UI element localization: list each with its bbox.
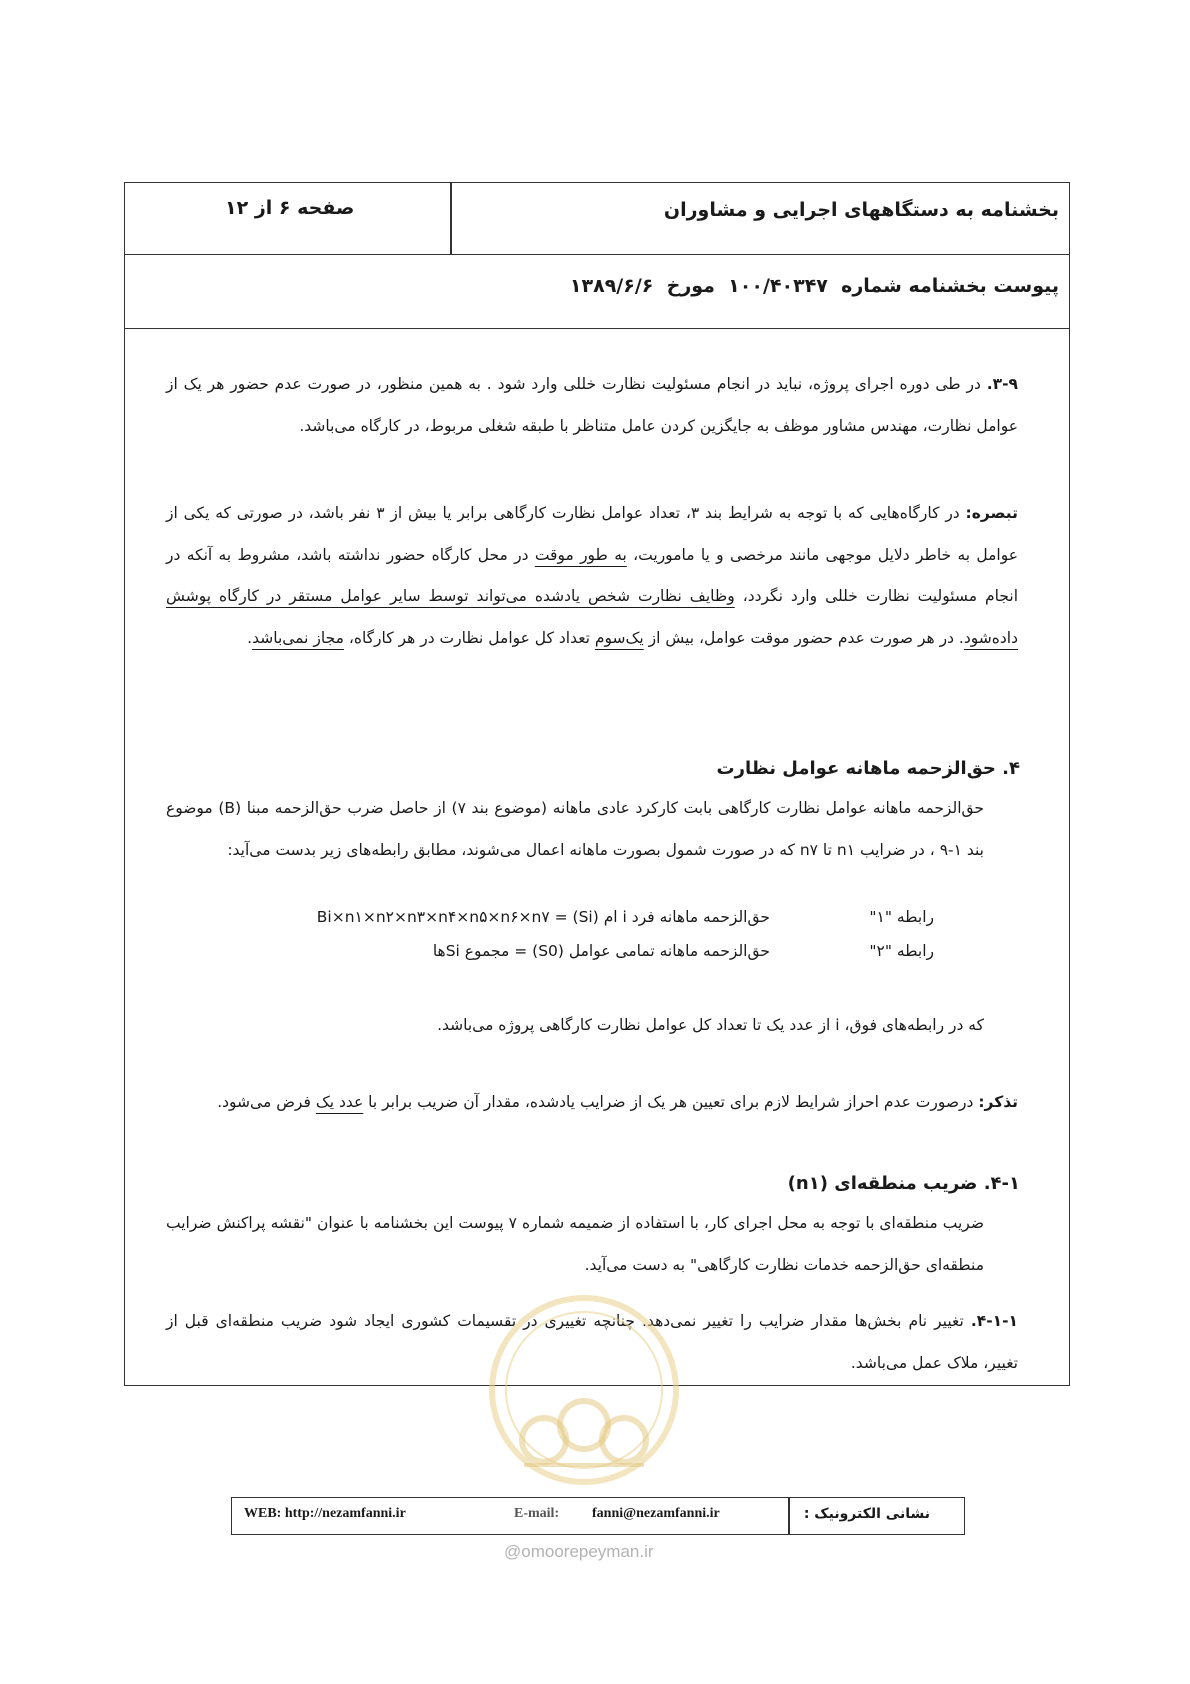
section-4-1-text: ضریب منطقه‌ای با توجه به محل اجرای کار، با استفاده از ضمیمه شماره ۷ پیوست این بخشنامه با عنوان "نقشه پراکنش ضرایب منطقه‌ای حق‌الزحمه خدمات نظارت کارگاهی" به دست می‌آید.	[166, 1214, 984, 1274]
formula-2: حق‌الزحمه ماهانه تمامی عوامل (S0) = مجموع Siها	[432, 942, 770, 960]
watermark-seal	[484, 1290, 684, 1490]
header-row	[125, 183, 1069, 255]
note-text-1: در کارگاه‌هایی که با توجه به شرایط بند ۳، تعداد عوامل نظارت کارگاهی برابر یا بیش از ۳ نفر باشد، در صورتی که یکی از عوامل به خاطر دلایل موجهی مانند مرخصی و یا ماموریت،	[166, 504, 1018, 564]
note-label: تبصره:	[965, 504, 1018, 522]
footer-email-link[interactable]: fanni@nezamfanni.ir	[592, 1506, 720, 1521]
footer-web-link[interactable]: WEB: http://nezamfanni.ir	[244, 1506, 406, 1521]
note-text-5: .	[247, 628, 253, 647]
attachment-title: پیوست بخشنامه شماره ۱۰۰/۴۰۳۴۷ مورخ ۱۳۸۹/۶/۶	[569, 275, 1059, 297]
watermark-site: @omoorepeyman.ir	[504, 1542, 654, 1561]
section-4-title: ۴. حق‌الزحمه ماهانه عوامل نظارت	[716, 758, 1020, 779]
attachment-row	[125, 255, 1069, 329]
circular-title: بخشنامه به دستگاههای اجرایی و مشاوران	[663, 199, 1059, 221]
formula-1: حق‌الزحمه ماهانه فرد i ام (Si) = Bi×n۱×n۲×n۳×n۴×n۵×n۶×n۷	[316, 908, 770, 926]
clause-4-1-1: ۴-۱-۱. تغییر نام بخش‌ها مقدار ضرایب را تغییر نمی‌دهد. چنانچه تغییری در تقسیمات کشوری ایجاد شود ضریب منطقه‌ای قبل از تغییر، ملاک عمل می‌باشد.	[166, 1312, 1018, 1372]
header-divider	[450, 183, 452, 255]
note-underline-3: یک‌سوم	[594, 628, 644, 647]
note-text-2: در محل کارگاه حضور نداشته باشد، مشروط به آنکه در انجام مسئولیت نظارت خللی وارد نگردد،	[166, 545, 1018, 605]
formula-explanation: که در رابطه‌های فوق، i از عدد یک تا تعداد کل عوامل نظارت کارگاهی پروژه می‌باشد.	[437, 1016, 984, 1034]
note-text-4: تعداد کل عوامل نظارت در هر کارگاه،	[343, 628, 595, 647]
reminder-paragraph: تذکر: درصورت عدم احراز شرایط لازم برای تعیین هر یک از ضرایب یادشده، مقدار آن ضریب برابر با عدد یک فرض می‌شود.	[217, 1093, 1018, 1111]
footer-divider	[788, 1498, 790, 1534]
footer-box	[231, 1497, 965, 1535]
note-underline-4: مجاز نمی‌باشد	[252, 628, 344, 647]
note-underline-1: به طور موقت	[534, 545, 627, 564]
clause-text: در طی دوره اجرای پروژه، نباید در انجام مسئولیت نظارت خللی وارد شود . به همین منظور، در صورت عدم حضور هر یک از عوامل نظارت، مهندس مشاور موظف به جایگزین کردن عامل متناظر با طبقه شغلی مربوط، در کارگاه می‌باشد.	[166, 375, 1018, 435]
note-paragraph	[166, 493, 1018, 659]
formula-2-label: رابطه "۲"	[869, 942, 934, 960]
note-underline-2: وظایف نظارت شخص یادشده می‌تواند توسط سایر عوامل مستقر در کارگاه پوشش داده‌شود	[166, 587, 1018, 647]
reminder-underline: عدد یک	[315, 1093, 364, 1111]
footer-label: نشانی الکترونیک :	[803, 1506, 930, 1522]
clause-number: ۴-۱-۱.	[970, 1312, 1018, 1330]
note-text-3: . در هر صورت عدم حضور موقت عوامل، بیش از	[643, 628, 964, 647]
reminder-label: تذکر:	[978, 1093, 1018, 1111]
clause-9-3	[166, 364, 1018, 447]
section-4-intro: حق‌الزحمه ماهانه عوامل نظارت کارگاهی بابت کارکرد عادی ماهانه (موضوع بند ۷) از حاصل ضرب حق‌الزحمه مبنا (B) موضوع بند ۱-۹ ، در ضرایب n۱ تا n۷ که در صورت شمول بصورت ماهانه اعمال می‌شوند، مطابق رابطه‌های زیر بدست می‌آید:	[166, 799, 985, 859]
clause-number: ۳-۹.	[986, 375, 1018, 393]
formula-1-label: رابطه "۱"	[869, 908, 934, 926]
section-4-1-title: ۴-۱. ضریب منطقه‌ای (n۱)	[787, 1173, 1020, 1194]
footer-email-label: E-mail:	[514, 1506, 560, 1521]
page-number: صفحه ۶ از ۱۲	[225, 197, 355, 219]
